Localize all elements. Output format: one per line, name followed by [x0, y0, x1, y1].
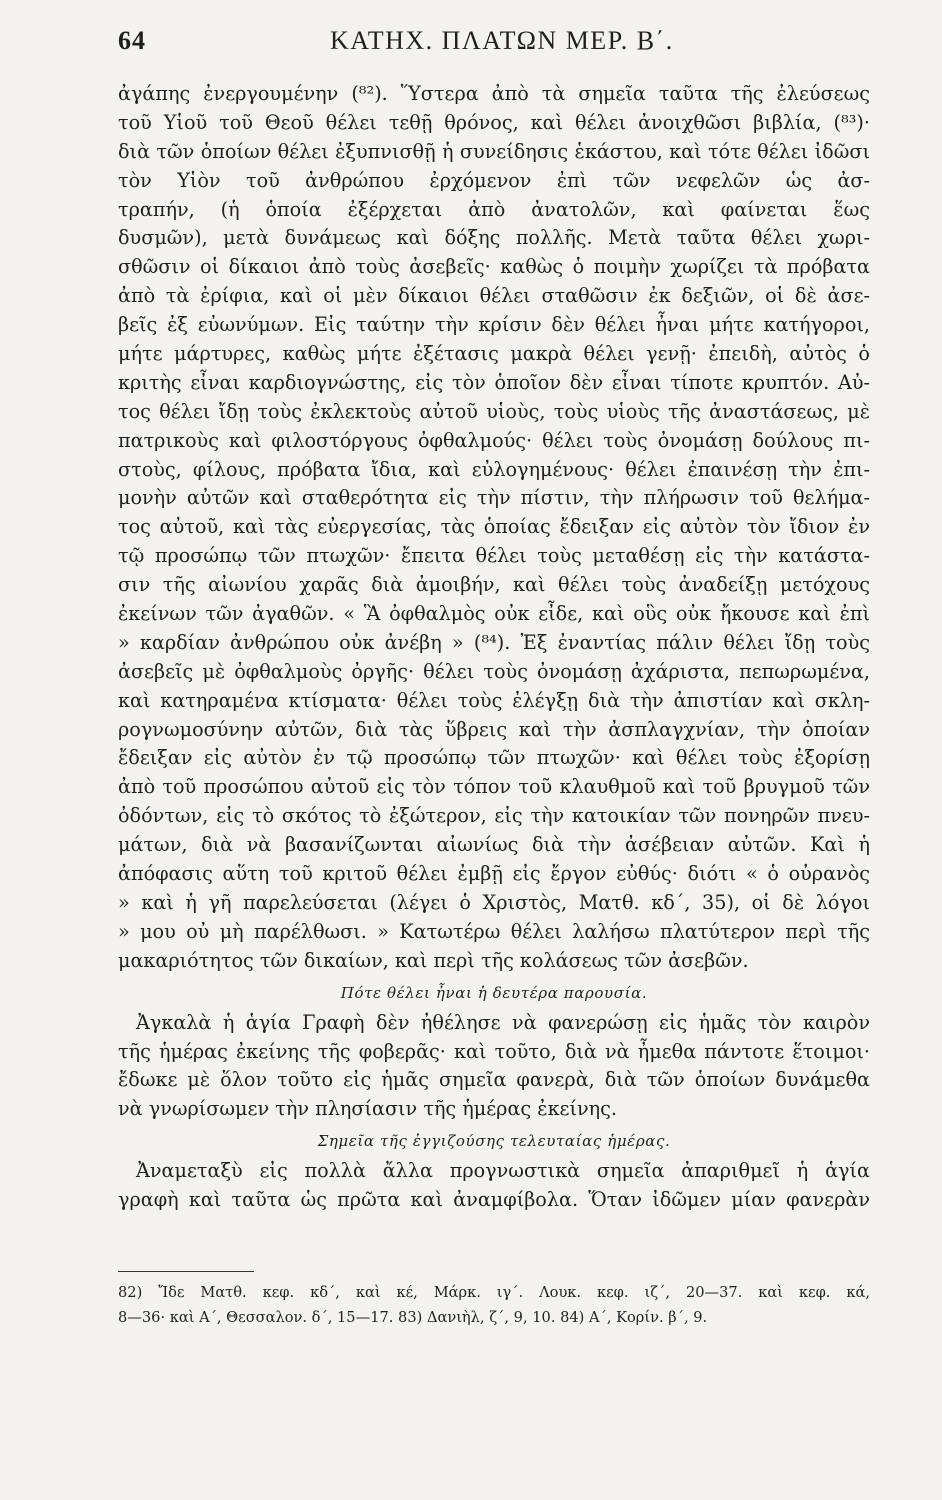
- text-line: τραπήν, (ἡ ὁποία ἐξέρχεται ἀπὸ ἀνατολῶν, καὶ φαίνεται ἕως: [118, 197, 870, 221]
- text-line: τῷ προσώπῳ τῶν πτωχῶν· ἔπειτα θέλει τοὺς μεταθέσῃ εἰς τὴν κατάστα-: [118, 544, 870, 568]
- text-line: στοὺς, φίλους, πρόβατα ἴδια, καὶ εὐλογημένους· θέλει ἐπαινέσῃ τὴν ἐπι-: [118, 457, 870, 481]
- text-line: μάτων, διὰ νὰ βασανίζωνται αἰωνίως διὰ τὴν ἀσέβειαν αὐτῶν. Καὶ ἡ: [118, 833, 870, 857]
- text-line: τῆς ἡμέρας ἐκείνης τῆς φοβερᾶς· καὶ τοῦτο, διὰ νὰ ἦμεθα πάντοτε ἕτοιμοι·: [118, 1039, 870, 1063]
- text-line: δυσμῶν), μετὰ δυνάμεως καὶ δόξης πολλῆς. Μετὰ ταῦτα θέλει χωρι-: [118, 226, 870, 250]
- text-line: ἀπὸ τοῦ προσώπου αὐτοῦ εἰς τὸν τόπον τοῦ κλαυθμοῦ καὶ τοῦ βρυγμοῦ τῶν: [118, 775, 870, 799]
- footnote-line: 82) Ἴδε Ματθ. κεφ. κδ΄, καὶ κέ, Μάρκ. ιγ΄. Λουκ. κεφ. ιζ΄, 20—37. καὶ κεφ. κά,: [118, 1283, 870, 1301]
- text-line: ρογνωμοσύνην αὐτῶν, διὰ τὰς ὕβρεις καὶ τὴν ἀσπλαγχνίαν, τὴν ὁποίαν: [118, 717, 870, 741]
- section-heading-when: Πότε θέλει ἦναι ἡ δευτέρα παρουσία.: [340, 983, 648, 1002]
- text-line: σιν τῆς αἰωνίου χαρᾶς διὰ ἀμοιβήν, καὶ θέλει τοὺς ἀναδείξῃ μετόχους: [118, 573, 870, 597]
- text-line: ἔδωκε μὲ ὅλον τοῦτο εἰς ἡμᾶς σημεῖα φανερὰ, διὰ τῶν ὁποίων δυνάμεθα: [118, 1068, 870, 1092]
- text-line: τος θέλει ἴδῃ τοὺς ἐκλεκτοὺς αὐτοῦ υἱοὺς, τοὺς υἱοὺς τῆς ἀναστάσεως, μὲ: [118, 399, 870, 423]
- text-line: ἀπὸ τὰ ἐρίφια, καὶ οἱ μὲν δίκαιοι θέλει σταθῶσιν ἐκ δεξιῶν, οἱ δὲ ἀσε-: [118, 284, 870, 308]
- section-heading-signs: Σημεῖα τῆς ἐγγιζούσης τελευταίας ἡμέρας.: [317, 1132, 671, 1151]
- text-line: διὰ τῶν ὁποίων θέλει ἐξυπνισθῇ ἡ συνείδησις ἑκάστου, καὶ τότε θέλει ἰδῶσι: [118, 139, 870, 163]
- text-line: κριτὴς εἶναι καρδιογνώστης, εἰς τὸν ὁποῖον δὲν εἶναι τίποτε κρυπτόν. Αὐ-: [118, 370, 870, 394]
- text-line: μήτε μάρτυρες, καθὼς μήτε ἐξέτασις μακρὰ θέλει γενῇ· ἐπειδὴ, αὐτὸς ὁ: [118, 342, 870, 366]
- paragraph-judgment: [118, 80, 870, 976]
- text-line: » μου οὐ μὴ παρέλθωσι. » Κατωτέρω θέλει λαλήσω πλατύτερον περὶ τῆς: [118, 919, 870, 943]
- text-line: σθῶσιν οἱ δίκαιοι ἀπὸ τοὺς ἀσεβεῖς· καθὼς ὁ ποιμὴν χωρίζει τὰ πρόβατα: [118, 255, 870, 279]
- text-line: τὸν Υἱὸν τοῦ ἀνθρώπου ἐρχόμενον ἐπὶ τῶν νεφελῶν ὡς ἀσ-: [118, 168, 870, 192]
- text-line: γραφὴ καὶ ταῦτα ὡς πρῶτα καὶ ἀναμφίβολα. Ὅταν ἰδῶμεν μίαν φανερὰν: [118, 1188, 870, 1212]
- text-line: τοῦ Υἱοῦ τοῦ Θεοῦ θέλει τεθῇ θρόνος, καὶ θέλει ἀνοιχθῶσι βιβλία, (⁸³)·: [118, 110, 870, 134]
- footnotes: [118, 1280, 870, 1330]
- text-line: ἐκείνων τῶν ἀγαθῶν. « Ἃ ὀφθαλμὸς οὐκ εἶδε, καὶ οὓς οὐκ ἤκουσε καὶ ἐπὶ: [118, 602, 870, 626]
- text-line: καὶ κατηραμένα κτίσματα· θέλει τοὺς ἐλέγξῃ διὰ τὴν ἀπιστίαν καὶ σκλη-: [118, 688, 870, 712]
- running-head: [118, 26, 870, 64]
- text-line: μακαριότητος τῶν δικαίων, καὶ περὶ τῆς κολάσεως τῶν ἀσεβῶν.: [118, 948, 749, 972]
- text-line: ἔδειξαν εἰς αὐτὸν ἐν τῷ προσώπῳ τῶν πτωχῶν· καὶ θέλει τοὺς ἐξορίσῃ: [118, 746, 870, 770]
- text-line: τος αὐτοῦ, καὶ τὰς εὐεργεσίας, τὰς ὁποίας ἔδειξαν εἰς αὐτὸν τὸν ἴδιον ἐν: [118, 515, 870, 539]
- text-line: » καὶ ἡ γῆ παρελεύσεται (λέγει ὁ Χριστὸς, Ματθ. κδ΄, 35), οἱ δὲ λόγοι: [118, 890, 870, 914]
- paragraph-time: [118, 1009, 870, 1125]
- running-title: ΚΑΤΗΧ. ΠΛΑΤΩΝ ΜΕΡ. Β΄.: [330, 26, 674, 55]
- text-line: ἀπόφασις αὕτη τοῦ κριτοῦ θέλει ἐμβῇ εἰς ἔργον εὐθύς· διότι « ὁ οὐρανὸς: [118, 862, 870, 886]
- footnote-divider: [118, 1271, 254, 1272]
- paragraph-signs: [118, 1157, 870, 1215]
- book-page: [118, 26, 870, 1466]
- text-line: » καρδίαν ἀνθρώπου οὐκ ἀνέβη » (⁸⁴). Ἐξ ἐναντίας πάλιν θέλει ἴδῃ τοὺς: [118, 630, 870, 654]
- text-line: Ἀγκαλὰ ἡ ἁγία Γραφὴ δὲν ἠθέλησε νὰ φανερώσῃ εἰς ἡμᾶς τὸν καιρὸν: [136, 1010, 870, 1034]
- text-line: ὀδόντων, εἰς τὸ σκότος τὸ ἐξώτερον, εἰς τὴν κατοικίαν τῶν πονηρῶν πνευ-: [118, 804, 870, 828]
- text-line: πατρικοὺς καὶ φιλοστόργους ὀφθαλμούς· θέλει τοὺς ὀνομάσῃ δούλους πι-: [118, 428, 870, 452]
- body-text: [118, 80, 870, 1215]
- text-line: ἀσεβεῖς μὲ ὀφθαλμοὺς ὀργῆς· θέλει τοὺς ὀνομάσῃ ἀχάριστα, πεπωρωμένα,: [118, 659, 870, 683]
- text-line: νὰ γνωρίσωμεν τὴν πλησίασιν τῆς ἡμέρας ἐκείνης.: [118, 1097, 618, 1121]
- text-line: βεῖς ἐξ εὐωνύμων. Εἰς ταύτην τὴν κρίσιν δὲν θέλει ἦναι μήτε κατήγοροι,: [118, 313, 870, 337]
- footnote-line: 8—36· καὶ Α΄, Θεσσαλον. δ΄, 15—17. 83) Δανιὴλ, ζ΄, 9, 10. 84) Α΄, Κορίν. β΄, 9.: [118, 1308, 708, 1326]
- text-line: μονὴν αὐτῶν καὶ σταθερότητα εἰς τὴν πίστιν, τὴν πλήρωσιν τοῦ θελήμα-: [118, 486, 870, 510]
- text-line: Ἀναμεταξὺ εἰς πολλὰ ἄλλα προγνωστικὰ σημεῖα ἀπαριθμεῖ ἡ ἁγία: [136, 1159, 870, 1183]
- page-number: 64: [118, 26, 146, 55]
- text-line: ἀγάπης ἐνεργουμένην (⁸²). Ὕστερα ἀπὸ τὰ σημεῖα ταῦτα τῆς ἐλεύσεως: [118, 82, 870, 105]
